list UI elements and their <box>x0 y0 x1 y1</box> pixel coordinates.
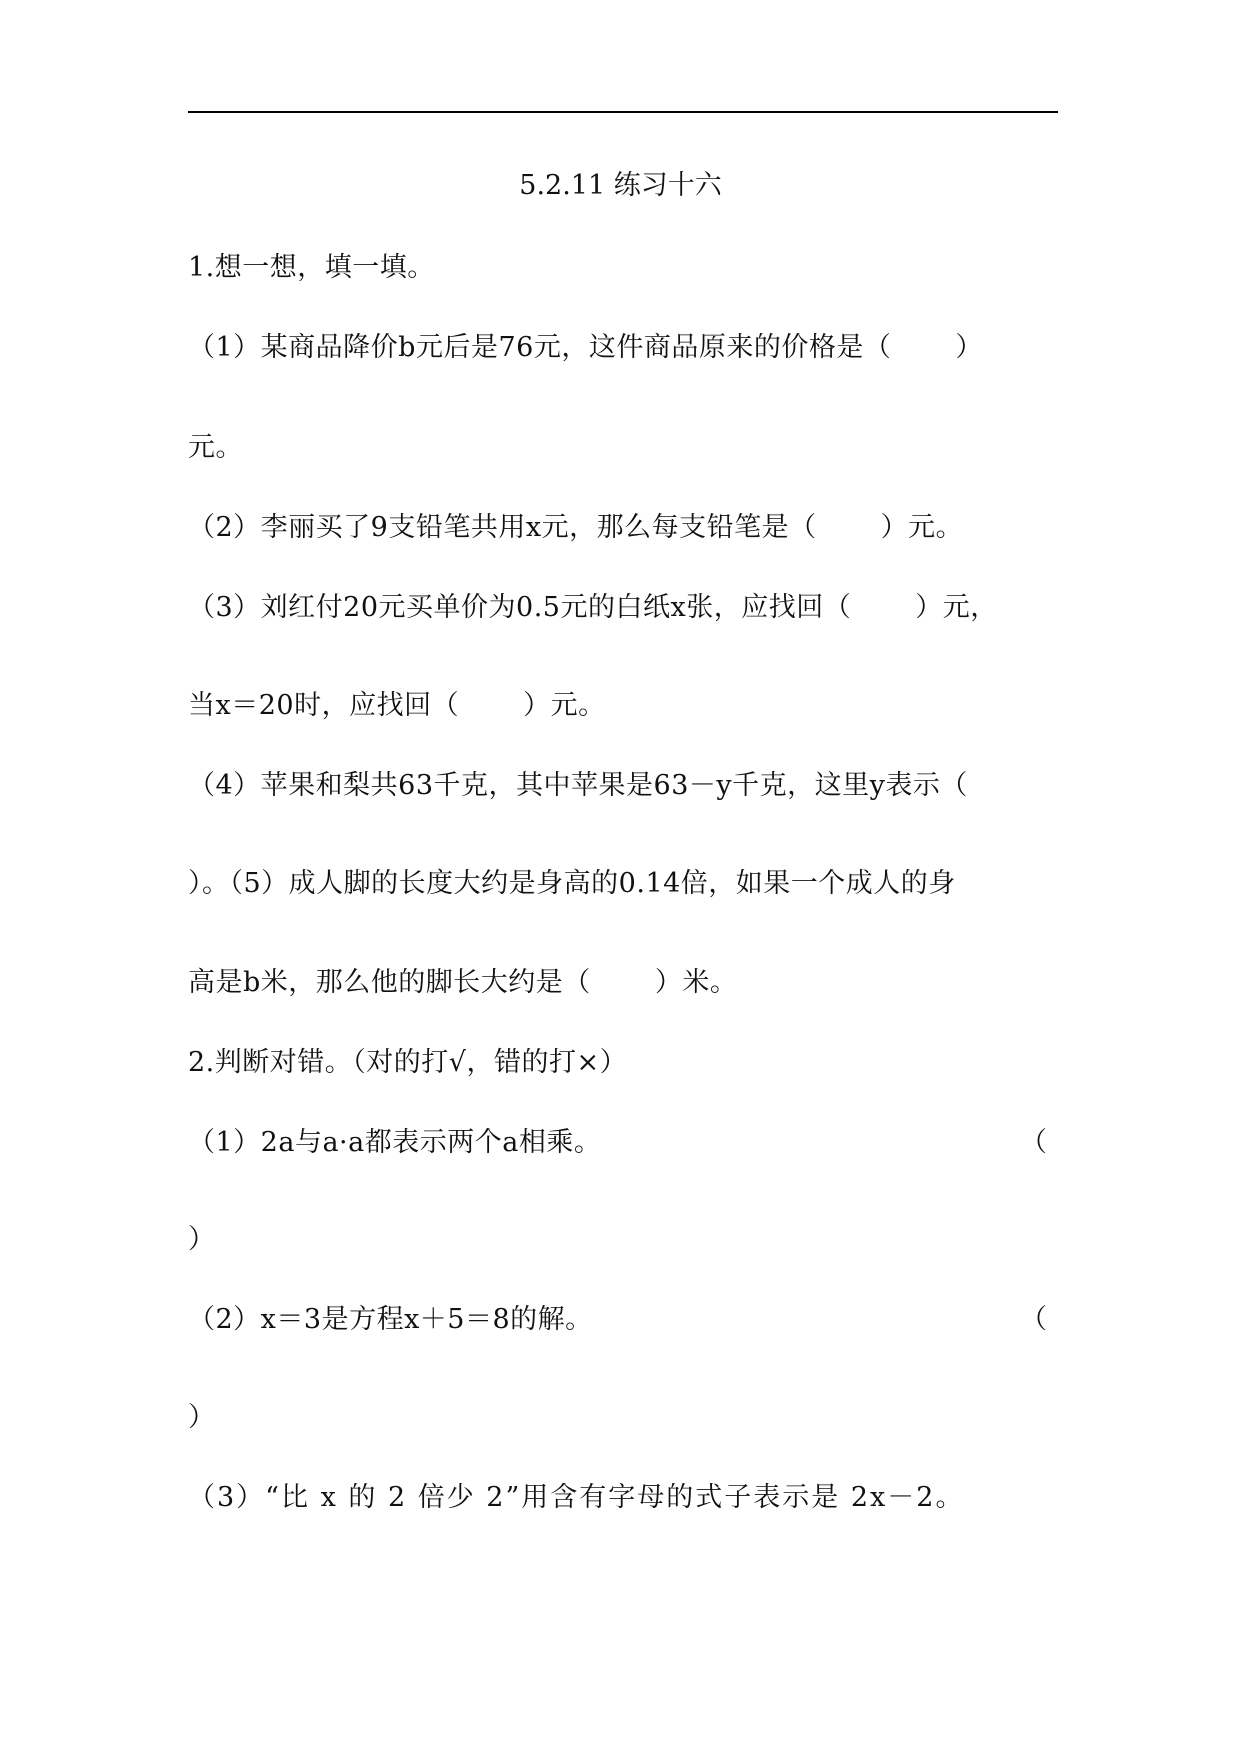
q1-item-1-line-1: （1）某商品降价b元后是76元，这件商品原来的价格是（ ） <box>188 332 983 363</box>
q1-item-1-line-2: 元。 <box>188 432 243 463</box>
q2-item-1-paren-close: ） <box>188 1224 216 1255</box>
q2-item-1-paren-open: （ <box>1020 1127 1048 1158</box>
q2-item-2-paren-close: ） <box>188 1402 216 1433</box>
q2-item-2: （2）x＝3是方程x＋5＝8的解。 <box>188 1304 593 1335</box>
q2-item-2-paren-open: （ <box>1020 1304 1048 1335</box>
page-title: 5.2.11 练习十六 <box>519 170 722 201</box>
q1-item-3-line-2: 当x＝20时，应找回（ ）元。 <box>188 690 606 721</box>
q2-item-3: （3）“比 x 的 2 倍少 2”用含有字母的式子表示是 2x－2。 <box>188 1482 965 1513</box>
q1-item-4-line-2: ）。（5）成人脚的长度大约是身高的0.14倍，如果一个成人的身 <box>188 868 956 899</box>
q1-heading: 1.想一想，填一填。 <box>188 252 435 283</box>
header-rule <box>188 111 1058 113</box>
q1-item-4-line-1: （4）苹果和梨共63千克，其中苹果是63－y千克，这里y表示（ <box>188 770 968 801</box>
q1-item-3-line-1: （3）刘红付20元买单价为0.5元的白纸x张，应找回（ ）元， <box>188 592 998 623</box>
q2-heading: 2.判断对错。（对的打√，错的打×） <box>188 1047 628 1078</box>
q1-item-5-line-3: 高是b米，那么他的脚长大约是（ ）米。 <box>188 967 738 998</box>
q1-item-2: （2）李丽买了9支铅笔共用x元，那么每支铅笔是（ ）元。 <box>188 512 964 543</box>
q2-item-1: （1）2a与a·a都表示两个a相乘。 <box>188 1127 602 1158</box>
